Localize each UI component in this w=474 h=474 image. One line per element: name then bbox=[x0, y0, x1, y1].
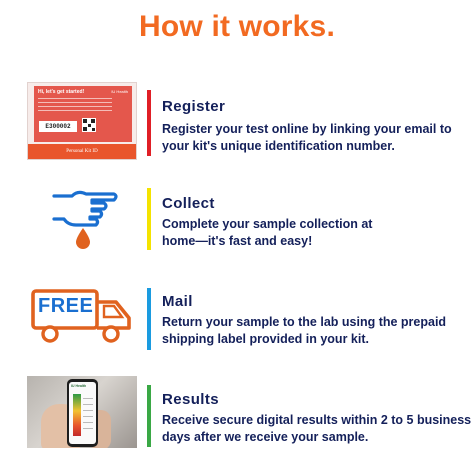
step-bar-results bbox=[147, 385, 151, 447]
step-heading: Register bbox=[162, 98, 226, 115]
step-bar-mail bbox=[147, 288, 151, 350]
step-description: Receive secure digital results within 2 to 5 business days after we receive your sample. bbox=[162, 413, 472, 444]
step-bar-register bbox=[147, 90, 151, 156]
page-title: How it works. bbox=[139, 10, 335, 43]
step-collect bbox=[0, 186, 474, 276]
step-heading: Results bbox=[162, 391, 219, 408]
kit-greeting: Hi, let's get started! bbox=[38, 89, 85, 95]
step-heading: Mail bbox=[162, 293, 193, 310]
step-description: Return your sample to the lab using the prepaid shipping label provided in your kit. bbox=[162, 315, 447, 346]
step-register bbox=[0, 88, 474, 178]
phone-app-name: IU Health bbox=[71, 384, 87, 388]
step-heading: Collect bbox=[162, 195, 215, 212]
step-description: Complete your sample collection at home—it's fast and easy! bbox=[162, 217, 373, 248]
truck-free-label: FREE bbox=[38, 295, 94, 317]
step-bar-collect bbox=[147, 188, 151, 250]
kit-id-code: E300002 bbox=[39, 121, 77, 132]
step-mail bbox=[0, 286, 474, 376]
step-results bbox=[0, 383, 474, 473]
kit-brand: IU Health bbox=[111, 89, 128, 94]
step-description: Register your test online by linking your email to your kit's unique identification number. bbox=[162, 122, 452, 153]
kit-footer-label: Personal Kit ID bbox=[28, 144, 136, 159]
